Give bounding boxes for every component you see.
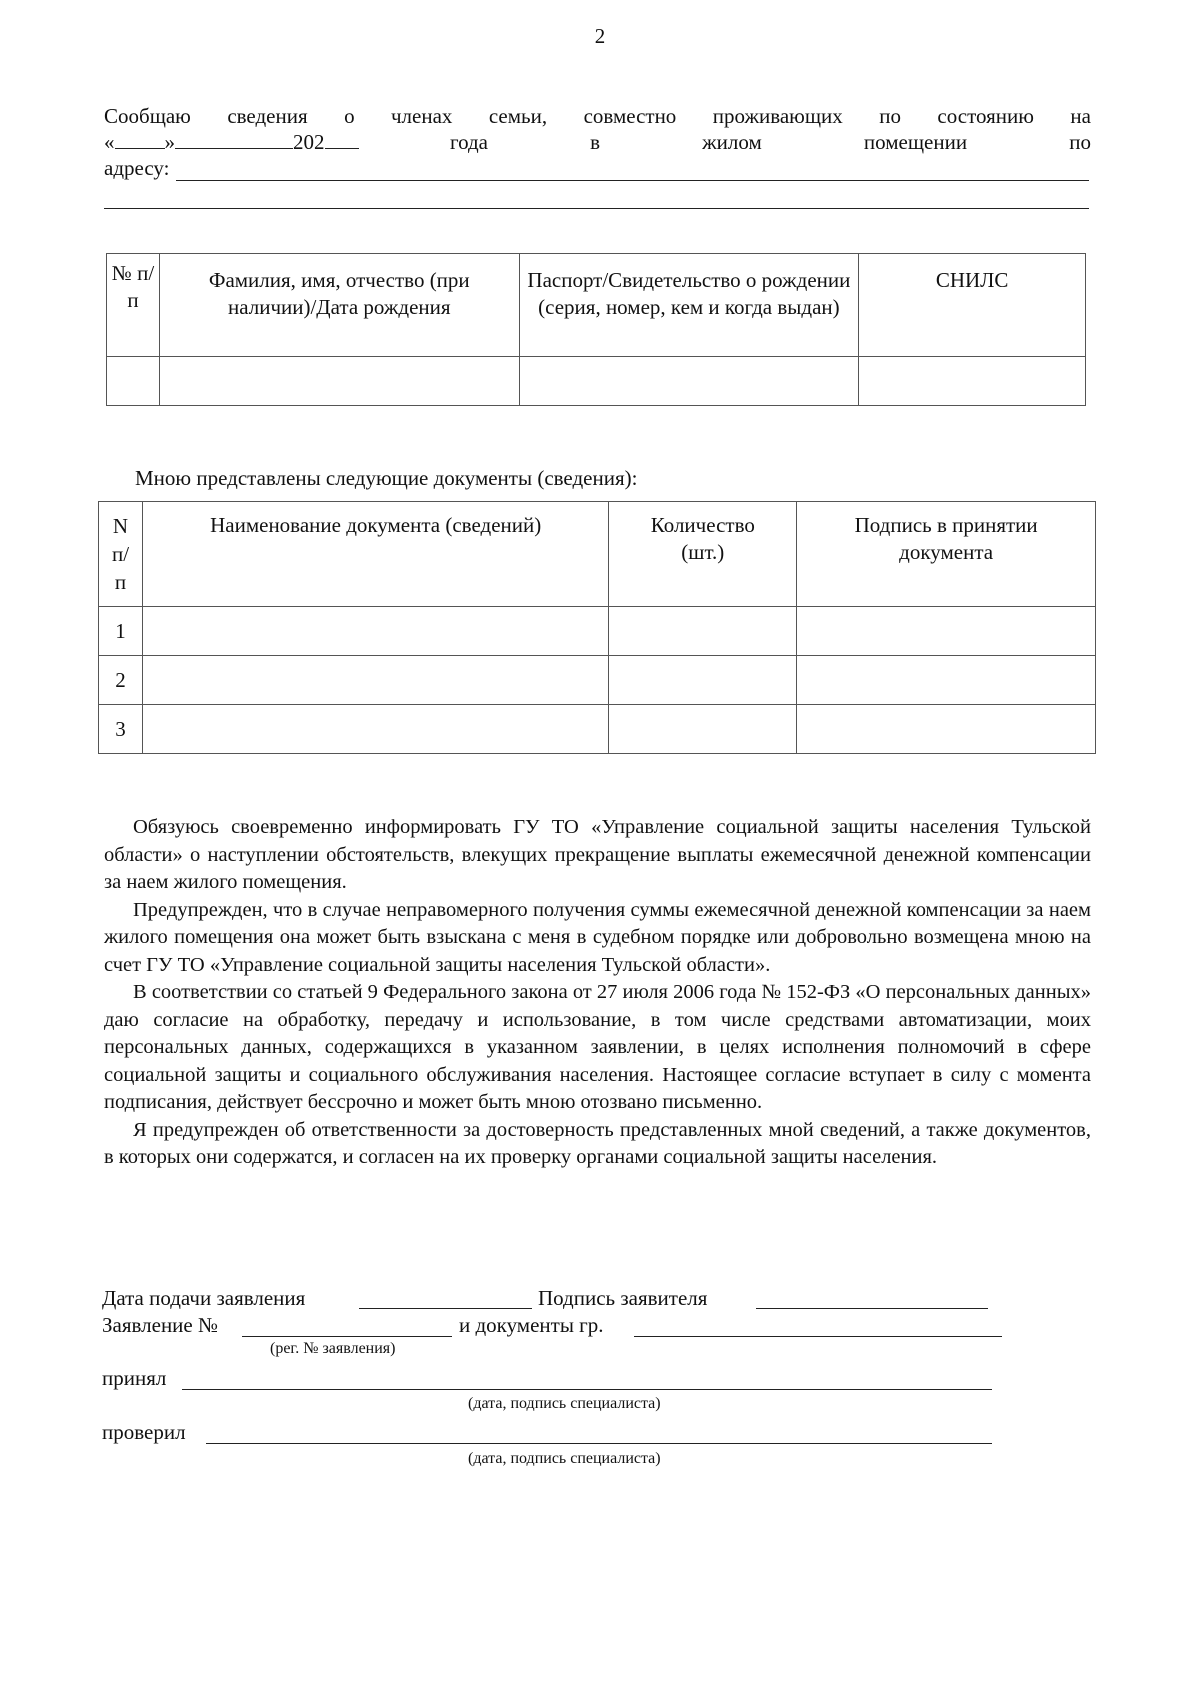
table-row <box>99 607 1096 656</box>
cell-number[interactable] <box>107 357 160 406</box>
col-passport-header: Паспорт/Свидетельство о рождении (серия, номер, кем и когда выдан) <box>519 254 859 357</box>
paragraph-responsibility: Я предупрежден об ответственности за достоверность представленных мной сведений, а также документов, в которых они содержатся, и согласен на их проверку органами социальной защиты населения. <box>104 1118 1091 1168</box>
col-number-header: № п/п <box>107 254 160 357</box>
col-name-header: Фамилия, имя, отчество (при наличии)/Дата рождения <box>159 254 519 357</box>
address-label: адресу: <box>104 156 170 180</box>
accepted-hint: (дата, подпись специалиста) <box>468 1395 661 1412</box>
documents-citizen-field[interactable] <box>634 1336 1002 1337</box>
cell-document-name[interactable] <box>142 705 608 754</box>
cell-signature[interactable] <box>797 705 1096 754</box>
table-header-row <box>107 254 1086 357</box>
checked-label: проверил <box>102 1420 186 1444</box>
table-row <box>107 357 1086 406</box>
col-quantity-header: Количество (шт.) <box>609 502 797 607</box>
row-number: 1 <box>99 607 143 656</box>
table-row <box>99 656 1096 705</box>
row-number: 2 <box>99 656 143 705</box>
address-field[interactable] <box>176 180 1089 181</box>
table-row <box>99 705 1096 754</box>
application-label: Заявление № <box>102 1313 219 1337</box>
cell-quantity[interactable] <box>609 607 797 656</box>
cell-name[interactable] <box>159 357 519 406</box>
checked-field[interactable] <box>206 1443 992 1444</box>
checked-hint: (дата, подпись специалиста) <box>468 1450 661 1467</box>
cell-quantity[interactable] <box>609 705 797 754</box>
application-number-field[interactable] <box>242 1336 452 1337</box>
obligations-text <box>104 814 1091 1172</box>
documents-table <box>98 501 1096 754</box>
paragraph-consent: В соответствии со статьей 9 Федерального закона от 27 июля 2006 года № 152-ФЗ «О персональных данных» даю согласие на обработку, передачу и использование, в том числе средствами автоматизации, моих персональных данных, содержащихся в указанном заявлении, в целях исполнения полномочий в сфере социальной защиты и социального обслуживания населения. Настоящее согласие вступает в силу с момента подписания, действует бессрочно и может быть мною отозвано письменно. <box>104 981 1091 1113</box>
col-signature-header: Подпись в принятии документа <box>797 502 1096 607</box>
signature-field[interactable] <box>756 1308 988 1309</box>
cell-document-name[interactable] <box>142 607 608 656</box>
documents-intro: Мною представлены следующие документы (сведения): <box>135 466 638 490</box>
cell-signature[interactable] <box>797 656 1096 705</box>
date-day-field[interactable]: « » 202 <box>104 130 359 155</box>
accepted-field[interactable] <box>182 1389 992 1390</box>
reg-number-hint: (рег. № заявления) <box>270 1340 396 1357</box>
cell-signature[interactable] <box>797 607 1096 656</box>
col-snils-header: СНИЛС <box>859 254 1086 357</box>
signature-label: Подпись заявителя <box>538 1286 708 1310</box>
cell-passport[interactable] <box>519 357 859 406</box>
page-number: 2 <box>594 24 606 48</box>
intro-line-1: Сообщаю сведения о членах семьи, совместно проживающих по состоянию на <box>104 104 1091 128</box>
row-number: 3 <box>99 705 143 754</box>
paragraph-warning: Предупрежден, что в случае неправомерного получения суммы ежемесячной денежной компенсации за наем жилого помещения она может быть взыскана с меня в судебном порядке или добровольно возмещена мною на счет ГУ ТО «Управление социальной защиты населения Тульской области». <box>104 898 1091 976</box>
family-members-table <box>106 253 1086 406</box>
col-document-name-header: Наименование документа (сведений) <box>142 502 608 607</box>
documents-label: и документы гр. <box>459 1313 604 1337</box>
date-label: Дата подачи заявления <box>102 1286 306 1310</box>
date-field[interactable] <box>359 1308 532 1309</box>
date-year-prefix: 202 <box>293 130 325 154</box>
paragraph-obligation: Обязуюсь своевременно информировать ГУ ТО «Управление социальной защиты населения Тульской области» о наступлении обстоятельств, влекущих прекращение выплаты ежемесячной денежной компенсации за наем жилого помещения. <box>104 816 1091 893</box>
col-n-header: N п/ п <box>99 502 143 607</box>
intro-line-2: года в жилом помещении по <box>450 130 1091 154</box>
accepted-label: принял <box>102 1366 167 1390</box>
cell-document-name[interactable] <box>142 656 608 705</box>
cell-quantity[interactable] <box>609 656 797 705</box>
table-header-row <box>99 502 1096 607</box>
address-field-continued[interactable] <box>104 208 1089 209</box>
cell-snils[interactable] <box>859 357 1086 406</box>
